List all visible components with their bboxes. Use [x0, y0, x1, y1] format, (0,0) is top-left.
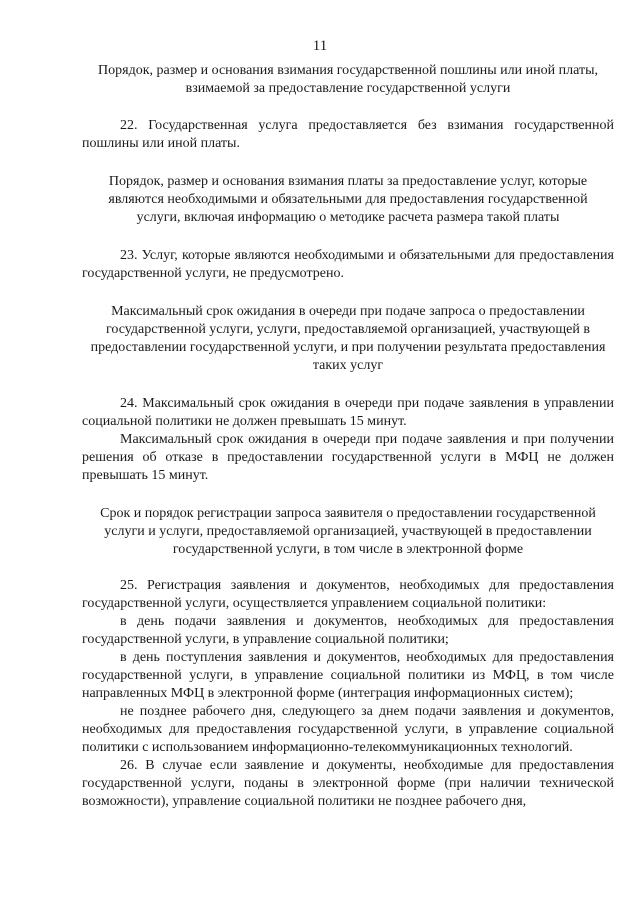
paragraph-25-3: в день поступления заявления и документов, необходимых для предоставления государственной услуги, в управление социальной политики из МФЦ, в том числе направленных МФЦ в электронной форме (интеграция информационных систем);: [82, 650, 614, 701]
spacer: [82, 153, 614, 173]
spacer: [82, 98, 614, 117]
document-body: [82, 62, 614, 811]
spacer: [82, 559, 614, 577]
paragraph-23: 23. Услуг, которые являются необходимыми и обязательными для предоставления государственной услуги, не предусмотрено.: [82, 248, 614, 281]
paragraph-24-1: 24. Максимальный срок ожидания в очереди при подаче заявления в управлении социальной политики не должен превышать 15 минут.: [82, 396, 614, 429]
spacer: [82, 485, 614, 505]
section-heading-required-services-fee: Порядок, размер и основания взимания платы за предоставление услуг, которые являются необходимыми и обязательными для предоставления государственной услуги, включая информацию о методике расчета размера такой платы: [108, 174, 588, 225]
paragraph-25-4: не позднее рабочего дня, следующего за днем подачи заявления и документов, необходимых для предоставления государственной услуги, в управление социальной политики с использованием информационно-телекоммуникационных технологий.: [82, 704, 614, 755]
section-heading-registration: Срок и порядок регистрации запроса заявителя о предоставлении государственной услуги и услуги, предоставляемой организацией, участвующей в предоставлении государственной услуги, в том числе в электронной форме: [100, 506, 596, 557]
paragraph-25-1: 25. Регистрация заявления и документов, необходимых для предоставления государственной услуги, осуществляется управлением социальной политики:: [82, 578, 614, 611]
spacer: [82, 375, 614, 395]
paragraph-24-2: Максимальный срок ожидания в очереди при подаче заявления и при получении решения об отказе в предоставлении государственной услуги в МФЦ не должен превышать 15 минут.: [82, 432, 614, 483]
spacer: [82, 283, 614, 303]
spacer: [82, 227, 614, 247]
paragraph-25-2: в день подачи заявления и документов, необходимых для предоставления государственной услуги, в управление социальной политики;: [82, 614, 614, 647]
section-heading-fee: Порядок, размер и основания взимания государственной пошлины или иной платы, взимаемой за предоставление государственной услуги: [98, 63, 598, 96]
section-heading-queue-time: Максимальный срок ожидания в очереди при подаче запроса о предоставлении государственной услуги, услуги, предоставляемой организацией, участвующей в предоставлении государственной услуги, и при получении результата предоставления таких услуг: [90, 304, 606, 373]
page-number: 11: [312, 38, 328, 54]
paragraph-22: 22. Государственная услуга предоставляется без взимания государственной пошлины или иной платы.: [82, 118, 614, 151]
paragraph-26: 26. В случае если заявление и документы, необходимые для предоставления государственной услуги, поданы в электронной форме (при наличии технической возможности), управление социальной политики не позднее рабочего дня,: [82, 758, 614, 809]
